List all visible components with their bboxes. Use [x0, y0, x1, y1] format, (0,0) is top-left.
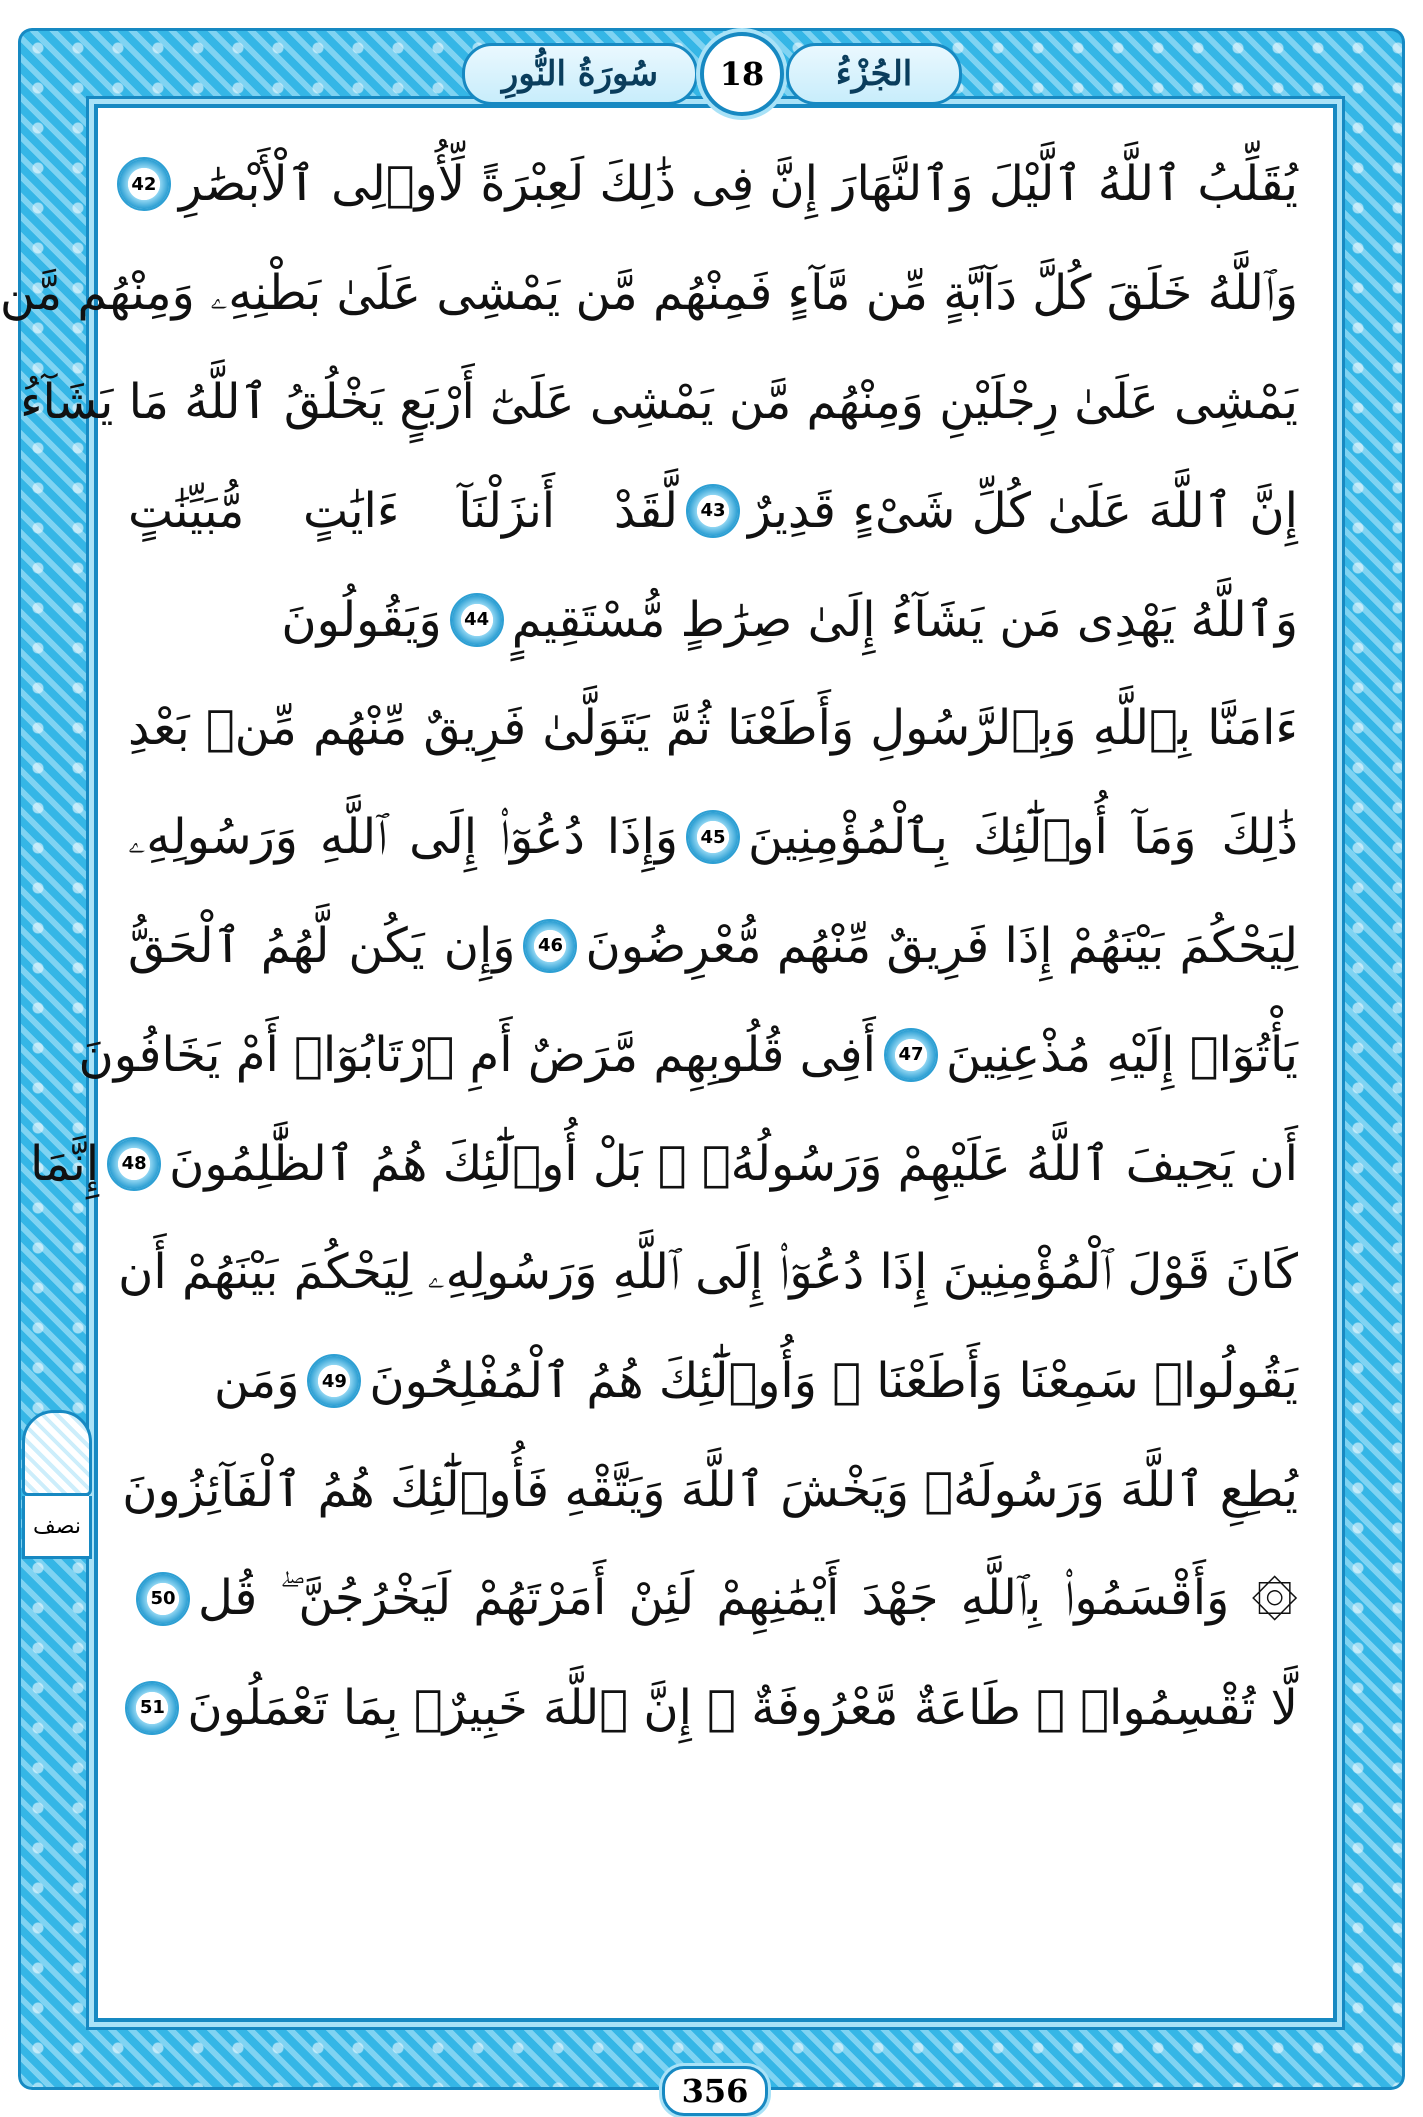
verse-text: يُطِعِ ٱللَّهَ وَرَسُولَهُۥ وَيَخْشَ ٱللَّهَ وَيَتَّقْهِ فَأُو۟لَٰٓئِكَ هُمُ ٱلْفَآئِزُونَ	[122, 1461, 1298, 1518]
verse-text: ءَامَنَّا بِٱللَّهِ وَبِٱلرَّسُولِ وَأَطَعْنَا ثُمَّ يَتَوَلَّىٰ فَرِيقٌ مِّنْهُم مِّنۢ بَعْدِ	[128, 700, 1298, 757]
verse-text: يَأْتُوٓا۟ إِلَيْهِ مُذْعِنِينَ	[945, 1026, 1298, 1083]
text-line	[128, 674, 1298, 783]
verse-text: لِيَحْكُمَ بَيْنَهُمْ إِذَا فَرِيقٌ مِّنْهُم مُّعْرِضُونَ	[585, 917, 1298, 974]
text-line	[122, 1436, 1298, 1545]
text-line	[128, 1544, 1298, 1653]
text-line	[128, 565, 1298, 674]
ayah-number-marker: 51	[125, 1681, 179, 1735]
verse-text: إِنَّ ٱللَّهَ عَلَىٰ كُلِّ شَىْءٍ قَدِيرٌ	[748, 482, 1298, 539]
juz-label: الجُزْءُ	[786, 43, 962, 105]
ayah-number-marker: 46	[523, 919, 577, 973]
verse-text: أَفِى قُلُوبِهِم مَّرَضٌ أَمِ ٱرْتَابُوٓا۟ أَمْ يَخَافُونَ	[78, 1026, 876, 1083]
verse-text: وَٱللَّهُ خَلَقَ كُلَّ دَآبَّةٍ مِّن مَّآءٍ فَمِنْهُم مَّن يَمْشِى عَلَىٰ بَطْنِهِۦ وَمِنْهُم مَّن	[0, 264, 1298, 321]
ayah-number-marker: 43	[686, 484, 740, 538]
page-header	[462, 40, 962, 108]
verse-text: لَّا تُقْسِمُوا۟ ۖ طَاعَةٌ مَّعْرُوفَةٌ ۚ إِنَّ ٱللَّهَ خَبِيرٌۢ بِمَا تَعْمَلُونَ	[187, 1679, 1298, 1736]
text-line	[128, 1327, 1298, 1436]
text-line	[19, 348, 1298, 457]
verse-text: وَإِذَا دُعُوٓا۟ إِلَى ٱللَّهِ وَرَسُولِهِۦ	[128, 808, 678, 865]
verse-text: ذَٰلِكَ وَمَآ أُو۟لَٰٓئِكَ بِٱلْمُؤْمِنِينَ	[748, 809, 1298, 866]
ayah-number-marker: 50	[136, 1572, 190, 1626]
ayah-number-marker: 42	[117, 157, 171, 211]
verse-text: يُقَلِّبُ ٱللَّهُ ٱلَّيْلَ وَٱلنَّهَارَ إِنَّ فِى ذَٰلِكَ لَعِبْرَةً لِّأُو۟لِى ٱلْأَبْصَٰرِ	[178, 156, 1298, 213]
hizb-ornament-icon	[22, 1410, 92, 1496]
text-line	[128, 130, 1298, 239]
ayah-number-marker: 44	[450, 593, 504, 647]
hizb-marker	[22, 1410, 92, 1560]
verse-text: أَن يَحِيفَ ٱللَّهُ عَلَيْهِمْ وَرَسُولُهُۥ ۚ بَلْ أُو۟لَٰٓئِكَ هُمُ ٱلظَّٰلِمُونَ	[169, 1135, 1298, 1192]
text-line	[0, 239, 1298, 348]
verse-text: وَإِن يَكُن لَّهُمُ ٱلْحَقُّ	[128, 917, 516, 974]
hizb-label: نصف	[22, 1496, 92, 1559]
text-line	[30, 1109, 1298, 1218]
verse-text: إِنَّمَا	[30, 1135, 100, 1192]
verse-text: يَمْشِى عَلَىٰ رِجْلَيْنِ وَمِنْهُم مَّن يَمْشِى عَلَىٰٓ أَرْبَعٍ يَخْلُقُ ٱللَّهُ مَا يَشَآءُ	[19, 373, 1298, 430]
surah-name: سُورَةُ النُّورِ	[462, 43, 698, 105]
ayah-number-marker: 47	[884, 1028, 938, 1082]
juz-number: 18	[700, 32, 784, 116]
text-line	[128, 783, 1298, 892]
verse-text: ۞ وَأَقْسَمُوا۟ بِٱللَّهِ جَهْدَ أَيْمَٰنِهِمْ لَئِنْ أَمَرْتَهُمْ لَيَخْرُجُنَّ ۖ قُل	[198, 1570, 1298, 1627]
text-line	[118, 1218, 1298, 1327]
text-line	[128, 1653, 1298, 1762]
page-number: 356	[662, 2066, 768, 2116]
verse-text: وَٱللَّهُ يَهْدِى مَن يَشَآءُ إِلَىٰ صِرَٰطٍ مُّسْتَقِيمٍ	[511, 591, 1298, 648]
verse-text: كَانَ قَوْلَ ٱلْمُؤْمِنِينَ إِذَا دُعُوٓا۟ إِلَى ٱللَّهِ وَرَسُولِهِۦ لِيَحْكُمَ بَيْنَهُمْ أَن	[118, 1243, 1298, 1300]
text-line	[78, 1000, 1298, 1109]
text-line	[128, 456, 1298, 565]
ayah-number-marker: 45	[686, 810, 740, 864]
text-line	[128, 892, 1298, 1001]
verse-text: وَيَقُولُونَ	[281, 591, 442, 648]
ayah-number-marker: 49	[307, 1354, 361, 1408]
ayah-number-marker: 48	[107, 1137, 161, 1191]
verse-text: يَقُولُوا۟ سَمِعْنَا وَأَطَعْنَا ۚ وَأُو۟لَٰٓئِكَ هُمُ ٱلْمُفْلِحُونَ	[369, 1353, 1298, 1410]
verse-text: لَّقَدْ أَنزَلْنَآ ءَايَٰتٍ مُّبَيِّنَٰتٍ	[128, 482, 678, 539]
verse-text: وَمَن	[213, 1353, 300, 1410]
